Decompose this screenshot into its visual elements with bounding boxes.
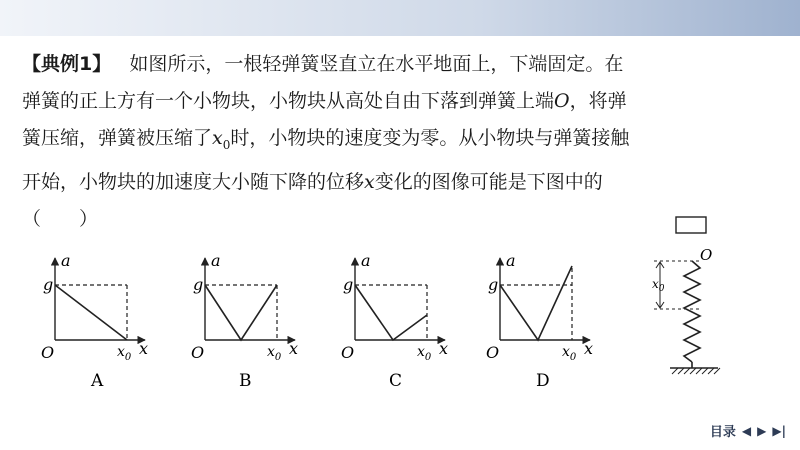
x-axis-label: x <box>139 339 149 358</box>
option-label-b: B <box>239 371 252 391</box>
last-page-button[interactable]: ▶| <box>772 423 786 438</box>
prev-page-button[interactable]: ◀ <box>741 423 752 438</box>
origin-label: O <box>486 343 500 362</box>
g-label: g <box>193 275 204 294</box>
graph-b <box>191 251 298 391</box>
next-page-button[interactable]: ▶ <box>757 423 767 438</box>
example-tag: 【典例1】 <box>22 53 112 75</box>
x0-label: $x_0$ <box>267 344 282 363</box>
g-label: g <box>43 275 54 294</box>
g-label: g <box>343 275 354 294</box>
option-label-d: D <box>536 371 550 391</box>
menu-button[interactable]: 目录 <box>709 425 736 440</box>
block-rect <box>676 217 706 233</box>
x-axis-label: x <box>584 339 594 358</box>
question-line-3: 簧压缩，弹簧被压缩了$x_0$时，小物块的速度变为零。从小物块与弹簧接触 <box>22 127 630 152</box>
graph-a <box>41 251 148 391</box>
spring-figure <box>640 212 740 382</box>
graph-c <box>341 251 448 391</box>
question-line-4: 开始，小物块的加速度大小随下降的位移x变化的图像可能是下图中的 <box>22 170 603 193</box>
top-banner <box>0 0 800 36</box>
origin-label: O <box>41 343 55 362</box>
x0-label: $x_0$ <box>562 344 577 363</box>
acceleration-curve <box>205 285 277 340</box>
x0-label: $x_0$ <box>417 344 432 363</box>
acceleration-curve <box>500 266 572 340</box>
spring-coil <box>684 261 700 362</box>
acceleration-curve <box>55 285 127 340</box>
question-line-1: 【典例1】 如图所示，一根轻弹簧竖直立在水平地面上，下端固定。在 <box>22 53 624 75</box>
origin-label: O <box>191 343 205 362</box>
y-axis-label: a <box>361 251 371 270</box>
x-axis-label: x <box>439 339 449 358</box>
x-axis-label: x <box>289 339 299 358</box>
answer-blank: （ ） <box>22 207 99 230</box>
origin-label: O <box>341 343 355 362</box>
graph-d <box>486 251 593 391</box>
spring-x0-label: $x_0$ <box>652 277 665 294</box>
y-axis-label: a <box>211 251 221 270</box>
x0-label: $x_0$ <box>117 344 132 363</box>
option-label-c: C <box>389 371 403 391</box>
option-label-a: A <box>91 371 104 391</box>
question-line-2: 弹簧的正上方有一个小物块，小物块从高处自由下落到弹簧上端O，将弹 <box>22 90 627 112</box>
y-axis-label: a <box>61 251 71 270</box>
ground-hatch <box>672 368 720 374</box>
bottom-nav <box>710 421 786 440</box>
g-label: g <box>488 275 499 294</box>
spring-top-label: O <box>700 246 713 264</box>
y-axis-label: a <box>506 251 516 270</box>
question-text <box>22 46 782 238</box>
acceleration-curve <box>355 285 427 340</box>
